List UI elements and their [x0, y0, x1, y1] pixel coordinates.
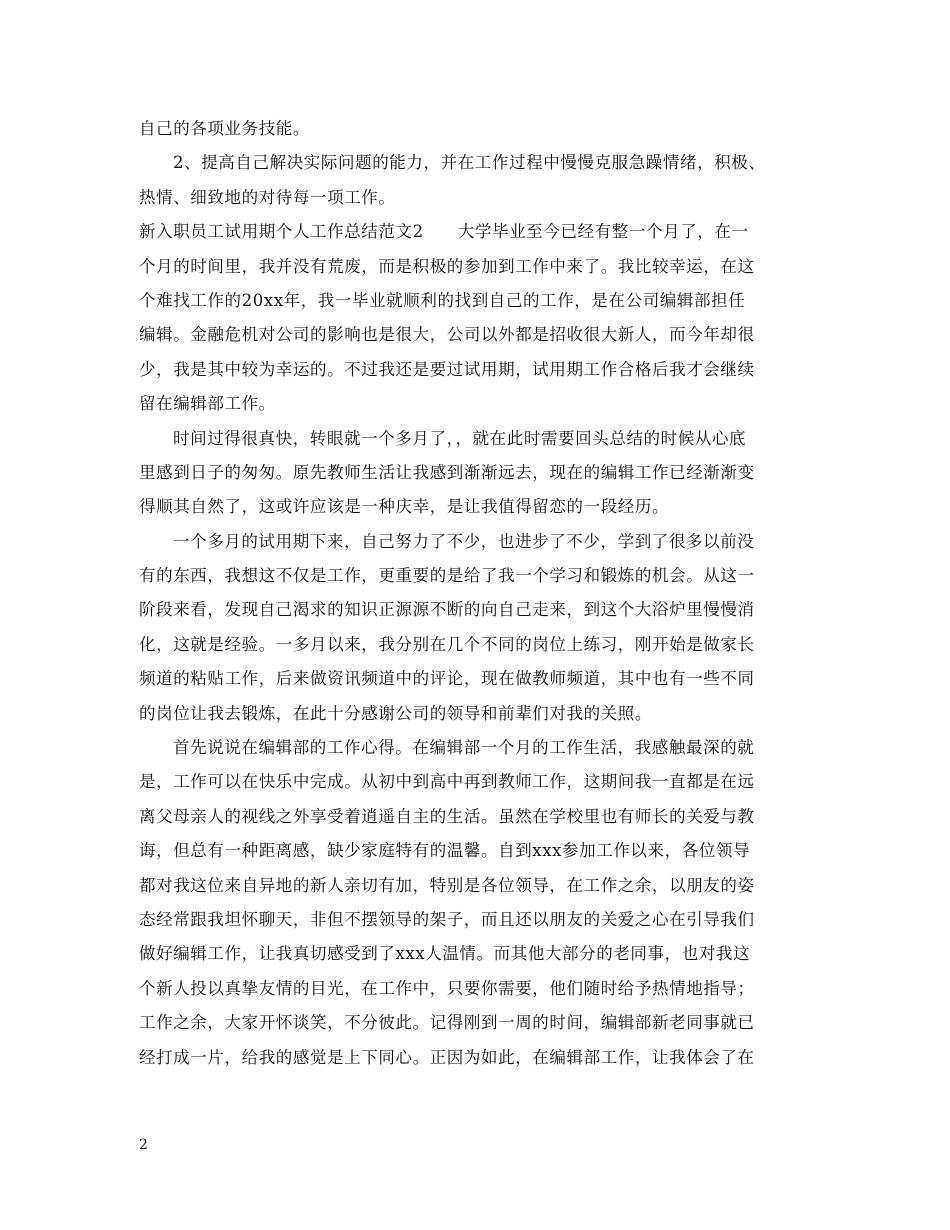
text-line: 有的东西，我想这不仅是工作，更重要的是给了我一个学习和锻炼的机会。从这一: [139, 566, 755, 586]
body-text: [139, 112, 829, 1075]
page-number: 2: [139, 1137, 148, 1153]
text-line: 个新人投以真挚友情的目光，在工作中，只要你需要，他们随时给予热情地指导；: [139, 978, 755, 998]
text-line: 诲，但总有一种距离感，缺少家庭特有的温馨。自到xxx参加工作以来，各位领导: [139, 841, 751, 861]
text-line: 热情、细致地的对待每一项工作。: [139, 187, 396, 207]
text-line: 是，工作可以在快乐中完成。从初中到高中再到教师工作，这期间我一直都是在远: [139, 772, 755, 792]
text-line: 态经常跟我坦怀聊天，非但不摆领导的架子，而且还以朋友的关爱之心在引导我们: [139, 909, 755, 929]
text-line: 自己的各项业务技能。: [139, 119, 310, 138]
text-line: 首先说说在编辑部的工作心得。在编辑部一个月的工作生活，我感触最深的就: [173, 738, 755, 758]
text-line: 得顺其自然了，这或许应该是一种庆幸，是让我值得留恋的一段经历。: [139, 497, 670, 517]
text-line: 个难找工作的20xx年，我一毕业就顺利的找到自己的工作，是在公司编辑部担任: [139, 290, 746, 310]
text-line: 频道的粘贴工作，后来做资讯频道中的评论，现在做教师频道，其中也有一些不同: [139, 669, 755, 689]
text-line: 少，我是其中较为幸运的。不过我还是要过试用期，试用期工作合格后我才会继续: [139, 359, 755, 379]
text-line: 离父母亲人的视线之外享受着逍遥自主的生活。虽然在学校里也有师长的关爱与教: [139, 806, 755, 826]
text-line: 一个多月的试用期下来，自己努力了不少，也进步了不少，学到了很多以前没: [173, 531, 755, 551]
text-line: 留在编辑部工作。: [139, 394, 276, 414]
text-line: 里感到日子的匆匆。原先教师生活让我感到渐渐远去，现在的编辑工作已经渐渐变: [139, 462, 755, 482]
text-line: 个月的时间里，我并没有荒废，而是积极的参加到工作中来了。我比较幸运，在这: [139, 256, 755, 276]
text-line: 都对我这位来自异地的新人亲切有加，特别是各位领导，在工作之余，以朋友的姿: [139, 875, 755, 895]
text-line: 时间过得很真快，转眼就一个多月了，，就在此时需要回头总结的时候从心底: [173, 428, 747, 448]
text-line: 化，这就是经验。一多月以来，我分别在几个不同的岗位上练习，刚开始是做家长: [139, 634, 755, 654]
text-line: 工作之余，大家开怀谈笑，不分彼此。记得刚到一周的时间，编辑部新老同事就已: [139, 1013, 755, 1033]
text-line: 编辑。金融危机对公司的影响也是很大，公司以外都是招收很大新人，而今年却很: [139, 325, 755, 345]
text-line: 2、提高自己解决实际问题的能力，并在工作过程中慢慢克服急躁情绪，积极、: [173, 153, 766, 173]
text-line: 做好编辑工作，让我真切感受到了xxx人温情。而其他大部分的老同事，也对我这: [139, 944, 751, 964]
text-line: 阶段来看，发现自己渴求的知识正源源不断的向自己走来，到这个大浴炉里慢慢消: [139, 600, 755, 620]
text-line: 的岗位让我去锻炼，在此十分感谢公司的领导和前辈们对我的关照。: [139, 703, 652, 723]
text-line: 经打成一片，给我的感觉是上下同心。正因为如此，在编辑部工作，让我体会了在: [139, 1047, 755, 1067]
text-line: 新入职员工试用期个人工作总结范文2 大学毕业至今已经有整一个月了，在一: [139, 222, 749, 242]
